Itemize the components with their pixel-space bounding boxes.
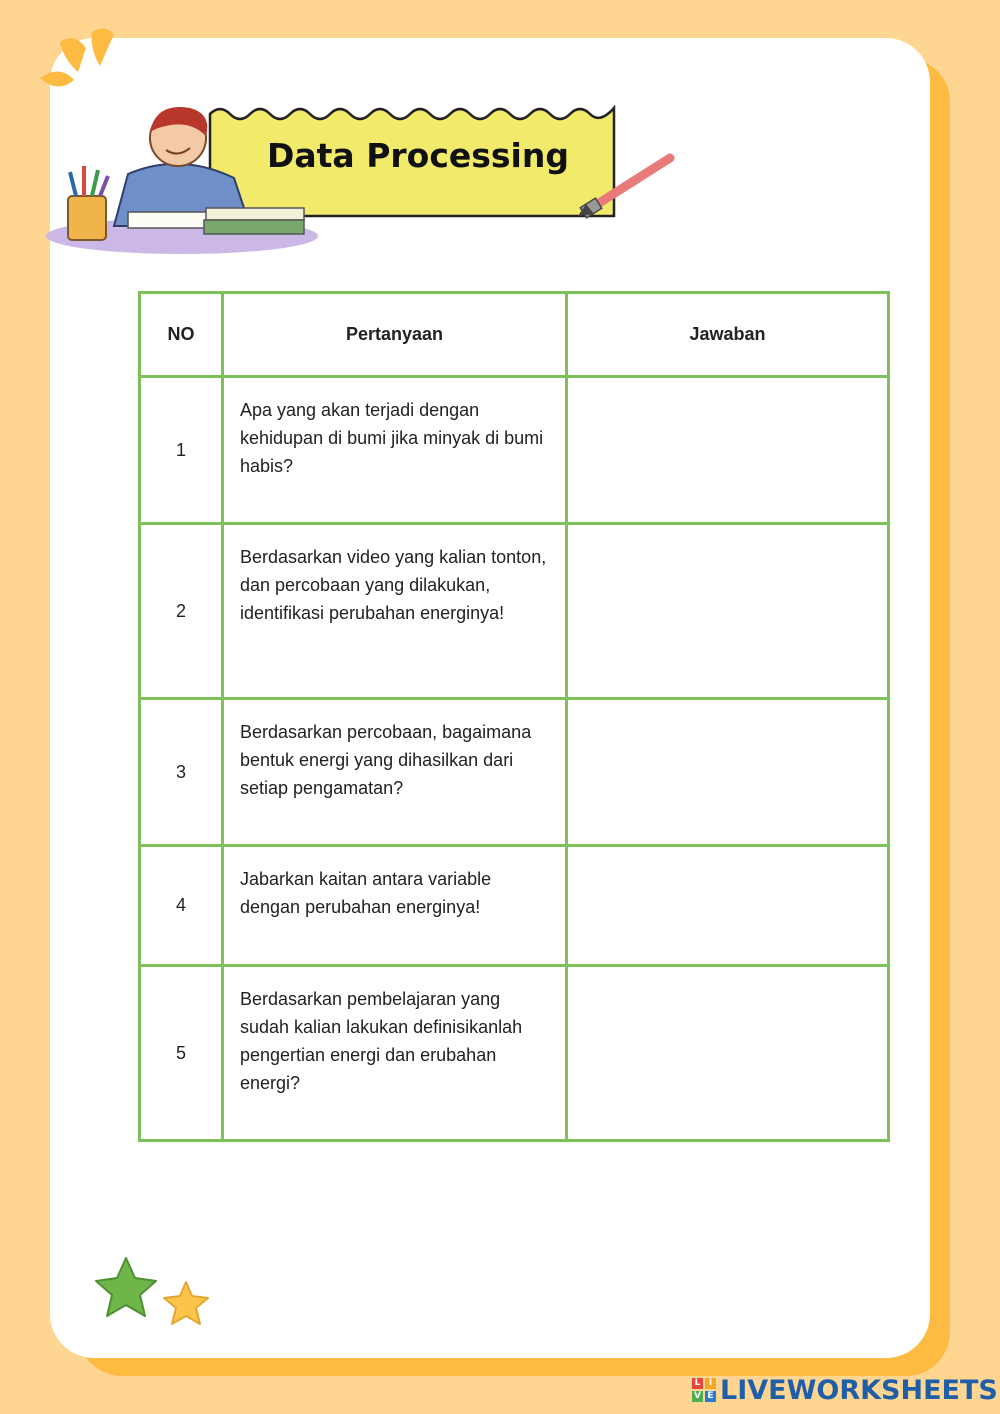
question-table <box>138 291 890 1142</box>
table-row <box>140 377 889 524</box>
question-text: Apa yang akan terjadi dengan kehidupan di bumi jika minyak di bumi habis? <box>223 377 567 524</box>
answer-field[interactable] <box>567 699 889 846</box>
student-writing-illustration <box>44 96 324 261</box>
question-text: Berdasarkan video yang kalian tonton, dan percobaan yang dilakukan, identifikasi perubahan energinya! <box>223 524 567 699</box>
column-header-answer: Jawaban <box>567 293 889 377</box>
liveworksheets-branding <box>692 1372 998 1408</box>
table-row <box>140 524 889 699</box>
question-text: Jabarkan kaitan antara variable dengan perubahan energinya! <box>223 846 567 966</box>
brand-name: LIVEWORKSHEETS <box>720 1374 998 1406</box>
stars-decoration-icon <box>92 1254 222 1334</box>
sparkle-burst-icon <box>30 20 120 95</box>
paint-brush-icon <box>574 144 684 224</box>
question-text: Berdasarkan pembelajaran yang sudah kalian lakukan definisikanlah pengertian energi dan erubahan energi? <box>223 966 567 1141</box>
row-number: 4 <box>140 846 223 966</box>
row-number: 2 <box>140 524 223 699</box>
column-header-question: Pertanyaan <box>223 293 567 377</box>
question-text: Berdasarkan percobaan, bagaimana bentuk energi yang dihasilkan dari setiap pengamatan? <box>223 699 567 846</box>
table-row <box>140 966 889 1141</box>
answer-field[interactable] <box>567 524 889 699</box>
row-number: 1 <box>140 377 223 524</box>
table-row <box>140 699 889 846</box>
row-number: 3 <box>140 699 223 846</box>
table-header-row <box>140 293 889 377</box>
liveworksheets-logo-icon: L I V E <box>692 1378 716 1402</box>
answer-field[interactable] <box>567 966 889 1141</box>
answer-field[interactable] <box>567 377 889 524</box>
table-row <box>140 846 889 966</box>
answer-field[interactable] <box>567 846 889 966</box>
page-title: Data Processing <box>267 136 569 175</box>
column-header-no: NO <box>140 293 223 377</box>
row-number: 5 <box>140 966 223 1141</box>
